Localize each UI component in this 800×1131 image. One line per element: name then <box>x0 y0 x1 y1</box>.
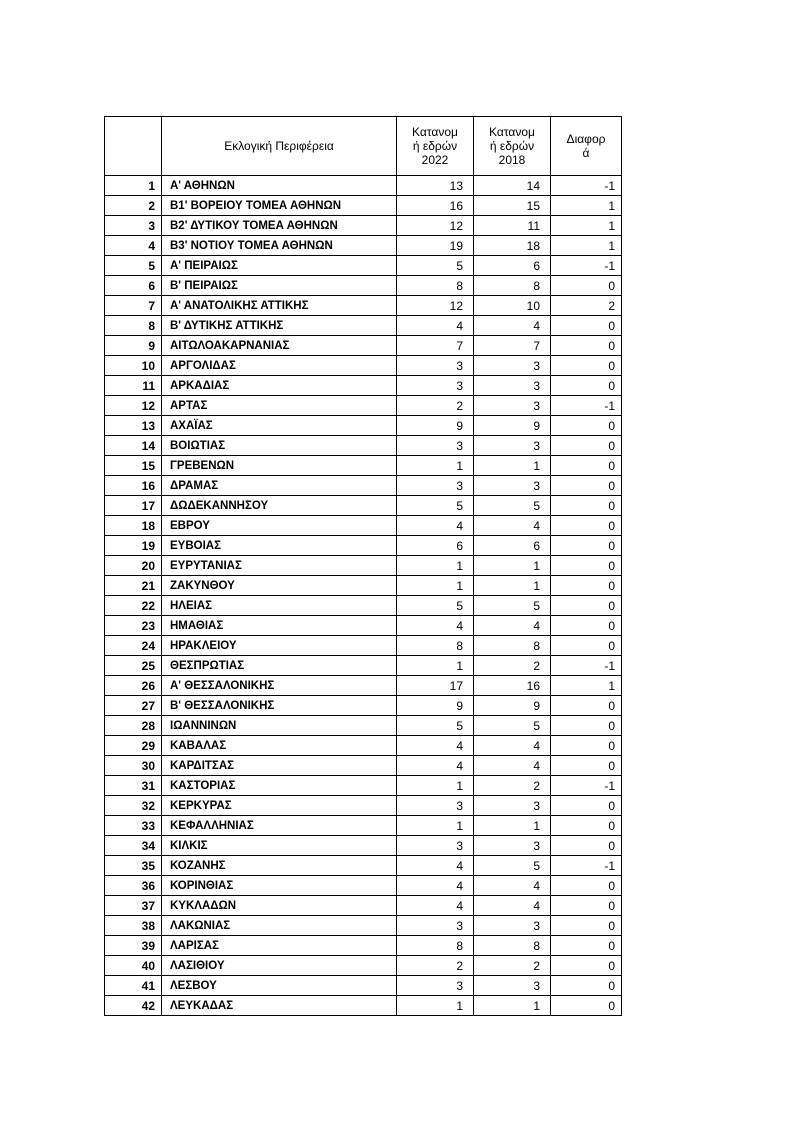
table-row <box>105 656 622 676</box>
row-seats-2022: 12 <box>397 296 474 316</box>
row-number: 9 <box>105 336 162 356</box>
table-row <box>105 376 622 396</box>
row-region-name: ΚΟΖΑΝΗΣ <box>162 856 397 876</box>
row-difference: 0 <box>551 756 622 776</box>
header-row <box>105 117 622 176</box>
row-region-name: ΚΕΦΑΛΛΗΝΙΑΣ <box>162 816 397 836</box>
row-region-name: ΗΡΑΚΛΕΙΟΥ <box>162 636 397 656</box>
row-region-name: ΚΙΛΚΙΣ <box>162 836 397 856</box>
row-seats-2022: 3 <box>397 836 474 856</box>
row-difference: 0 <box>551 956 622 976</box>
row-region-name: Β' ΘΕΣΣΑΛΟΝΙΚΗΣ <box>162 696 397 716</box>
row-difference: -1 <box>551 256 622 276</box>
row-region-name: ΓΡΕΒΕΝΩΝ <box>162 456 397 476</box>
row-seats-2018: 3 <box>474 796 551 816</box>
row-number: 29 <box>105 736 162 756</box>
row-difference: -1 <box>551 856 622 876</box>
row-region-name: ΚΑΣΤΟΡΙΑΣ <box>162 776 397 796</box>
table-row <box>105 836 622 856</box>
row-number: 21 <box>105 576 162 596</box>
row-seats-2018: 11 <box>474 216 551 236</box>
row-seats-2022: 8 <box>397 636 474 656</box>
row-difference: -1 <box>551 656 622 676</box>
row-number: 25 <box>105 656 162 676</box>
row-seats-2018: 3 <box>474 396 551 416</box>
row-region-name: ΚΑΒΑΛΑΣ <box>162 736 397 756</box>
row-difference: 0 <box>551 836 622 856</box>
row-number: 24 <box>105 636 162 656</box>
row-seats-2022: 1 <box>397 996 474 1016</box>
row-region-name: ΛΑΚΩΝΙΑΣ <box>162 916 397 936</box>
row-region-name: ΘΕΣΠΡΩΤΙΑΣ <box>162 656 397 676</box>
table-row <box>105 816 622 836</box>
table-row <box>105 216 622 236</box>
table-row <box>105 436 622 456</box>
row-region-name: ΑΧΑΪΑΣ <box>162 416 397 436</box>
table-row <box>105 176 622 196</box>
table-row <box>105 196 622 216</box>
header-number <box>105 117 162 176</box>
table-body <box>105 176 622 1016</box>
header-seats-2022-line3: 2022 <box>421 153 449 167</box>
row-seats-2018: 5 <box>474 716 551 736</box>
row-difference: 0 <box>551 716 622 736</box>
row-difference: 0 <box>551 736 622 756</box>
table-row <box>105 356 622 376</box>
row-difference: 1 <box>551 196 622 216</box>
row-region-name: Β1' ΒΟΡΕΙΟΥ ΤΟΜΕΑ ΑΘΗΝΩΝ <box>162 196 397 216</box>
row-seats-2018: 1 <box>474 456 551 476</box>
header-seats-2022-line1: Κατανομ <box>412 125 458 139</box>
table-row <box>105 336 622 356</box>
table-row <box>105 316 622 336</box>
table-row <box>105 896 622 916</box>
row-seats-2018: 4 <box>474 316 551 336</box>
row-seats-2018: 2 <box>474 656 551 676</box>
row-seats-2018: 8 <box>474 276 551 296</box>
row-difference: 0 <box>551 936 622 956</box>
row-seats-2018: 3 <box>474 976 551 996</box>
table-row <box>105 476 622 496</box>
table-row <box>105 556 622 576</box>
table-row <box>105 916 622 936</box>
row-region-name: ΛΕΥΚΑΔΑΣ <box>162 996 397 1016</box>
row-seats-2018: 4 <box>474 896 551 916</box>
row-seats-2022: 1 <box>397 576 474 596</box>
row-number: 19 <box>105 536 162 556</box>
row-difference: 2 <box>551 296 622 316</box>
table-row <box>105 676 622 696</box>
header-difference-line2: ά <box>582 146 590 160</box>
table-row <box>105 636 622 656</box>
header-seats-2018-line2: ή εδρών <box>489 139 535 153</box>
row-seats-2022: 4 <box>397 856 474 876</box>
table-row <box>105 576 622 596</box>
row-seats-2022: 5 <box>397 716 474 736</box>
row-region-name: ΙΩΑΝΝΙΝΩΝ <box>162 716 397 736</box>
row-number: 11 <box>105 376 162 396</box>
row-seats-2022: 1 <box>397 556 474 576</box>
row-difference: -1 <box>551 396 622 416</box>
row-number: 42 <box>105 996 162 1016</box>
row-seats-2022: 8 <box>397 276 474 296</box>
row-region-name: ΛΑΡΙΣΑΣ <box>162 936 397 956</box>
table-row <box>105 696 622 716</box>
row-seats-2018: 3 <box>474 376 551 396</box>
table-row <box>105 256 622 276</box>
row-region-name: ΗΜΑΘΙΑΣ <box>162 616 397 636</box>
header-seats-2022-line2: ή εδρών <box>412 139 458 153</box>
row-number: 31 <box>105 776 162 796</box>
row-seats-2018: 2 <box>474 776 551 796</box>
table-row <box>105 616 622 636</box>
row-seats-2022: 8 <box>397 936 474 956</box>
row-seats-2018: 1 <box>474 996 551 1016</box>
row-seats-2022: 4 <box>397 756 474 776</box>
table-row <box>105 236 622 256</box>
row-region-name: ΚΥΚΛΑΔΩΝ <box>162 896 397 916</box>
row-number: 32 <box>105 796 162 816</box>
row-seats-2022: 4 <box>397 876 474 896</box>
row-seats-2018: 1 <box>474 556 551 576</box>
row-seats-2022: 6 <box>397 536 474 556</box>
row-seats-2022: 12 <box>397 216 474 236</box>
row-seats-2022: 1 <box>397 456 474 476</box>
row-seats-2022: 4 <box>397 516 474 536</box>
row-seats-2022: 1 <box>397 816 474 836</box>
table-row <box>105 596 622 616</box>
table-row <box>105 716 622 736</box>
row-difference: 0 <box>551 496 622 516</box>
row-difference: 0 <box>551 416 622 436</box>
row-region-name: ΖΑΚΥΝΘΟΥ <box>162 576 397 596</box>
row-difference: 0 <box>551 436 622 456</box>
table-row <box>105 976 622 996</box>
table-row <box>105 736 622 756</box>
row-number: 5 <box>105 256 162 276</box>
row-difference: 0 <box>551 996 622 1016</box>
table-row <box>105 756 622 776</box>
row-region-name: ΛΕΣΒΟΥ <box>162 976 397 996</box>
table-row <box>105 396 622 416</box>
table-row <box>105 296 622 316</box>
row-difference: 1 <box>551 216 622 236</box>
row-seats-2022: 3 <box>397 476 474 496</box>
row-number: 34 <box>105 836 162 856</box>
row-number: 37 <box>105 896 162 916</box>
row-difference: 0 <box>551 916 622 936</box>
row-seats-2018: 3 <box>474 436 551 456</box>
row-seats-2018: 4 <box>474 736 551 756</box>
row-number: 20 <box>105 556 162 576</box>
row-seats-2022: 17 <box>397 676 474 696</box>
header-seats-2018-line1: Κατανομ <box>489 125 535 139</box>
row-number: 41 <box>105 976 162 996</box>
table-row <box>105 956 622 976</box>
row-seats-2022: 9 <box>397 416 474 436</box>
seat-allocation-table <box>104 116 622 1016</box>
row-seats-2022: 19 <box>397 236 474 256</box>
row-number: 2 <box>105 196 162 216</box>
row-region-name: ΕΥΒΟΙΑΣ <box>162 536 397 556</box>
row-seats-2022: 2 <box>397 396 474 416</box>
row-number: 27 <box>105 696 162 716</box>
row-region-name: ΚΑΡΔΙΤΣΑΣ <box>162 756 397 776</box>
row-seats-2018: 7 <box>474 336 551 356</box>
row-seats-2018: 1 <box>474 816 551 836</box>
row-seats-2022: 9 <box>397 696 474 716</box>
row-difference: 1 <box>551 236 622 256</box>
row-seats-2018: 1 <box>474 576 551 596</box>
header-seats-2022 <box>397 117 474 176</box>
row-seats-2018: 2 <box>474 956 551 976</box>
row-seats-2022: 3 <box>397 356 474 376</box>
row-number: 16 <box>105 476 162 496</box>
row-difference: 0 <box>551 556 622 576</box>
row-seats-2022: 4 <box>397 736 474 756</box>
row-region-name: ΑΙΤΩΛΟΑΚΑΡΝΑΝΙΑΣ <box>162 336 397 356</box>
row-region-name: ΔΩΔΕΚΑΝΝΗΣΟΥ <box>162 496 397 516</box>
row-difference: -1 <box>551 776 622 796</box>
row-region-name: Β' ΠΕΙΡΑΙΩΣ <box>162 276 397 296</box>
row-region-name: ΗΛΕΙΑΣ <box>162 596 397 616</box>
row-number: 15 <box>105 456 162 476</box>
row-region-name: ΔΡΑΜΑΣ <box>162 476 397 496</box>
row-region-name: Β' ΔΥΤΙΚΗΣ ΑΤΤΙΚΗΣ <box>162 316 397 336</box>
row-seats-2022: 3 <box>397 796 474 816</box>
row-number: 35 <box>105 856 162 876</box>
row-number: 23 <box>105 616 162 636</box>
row-seats-2018: 10 <box>474 296 551 316</box>
row-seats-2018: 18 <box>474 236 551 256</box>
row-region-name: Α' ΠΕΙΡΑΙΩΣ <box>162 256 397 276</box>
row-seats-2018: 15 <box>474 196 551 216</box>
table-row <box>105 856 622 876</box>
row-number: 39 <box>105 936 162 956</box>
row-seats-2018: 5 <box>474 596 551 616</box>
row-number: 4 <box>105 236 162 256</box>
row-number: 1 <box>105 176 162 196</box>
row-difference: -1 <box>551 176 622 196</box>
table-row <box>105 516 622 536</box>
table-row <box>105 416 622 436</box>
row-difference: 0 <box>551 796 622 816</box>
header-difference-line1: Διαφορ <box>566 132 606 146</box>
row-difference: 0 <box>551 576 622 596</box>
row-seats-2022: 4 <box>397 316 474 336</box>
row-region-name: Β2' ΔΥΤΙΚΟΥ ΤΟΜΕΑ ΑΘΗΝΩΝ <box>162 216 397 236</box>
row-region-name: Α' ΘΕΣΣΑΛΟΝΙΚΗΣ <box>162 676 397 696</box>
table-row <box>105 496 622 516</box>
row-region-name: ΕΒΡΟΥ <box>162 516 397 536</box>
row-region-name: Β3' ΝΟΤΙΟΥ ΤΟΜΕΑ ΑΘΗΝΩΝ <box>162 236 397 256</box>
row-region-name: ΑΡΤΑΣ <box>162 396 397 416</box>
row-number: 6 <box>105 276 162 296</box>
row-seats-2018: 5 <box>474 856 551 876</box>
table-row <box>105 936 622 956</box>
row-seats-2018: 9 <box>474 416 551 436</box>
table-row <box>105 536 622 556</box>
row-number: 30 <box>105 756 162 776</box>
row-number: 22 <box>105 596 162 616</box>
row-number: 28 <box>105 716 162 736</box>
row-seats-2018: 4 <box>474 616 551 636</box>
row-difference: 0 <box>551 476 622 496</box>
row-region-name: ΕΥΡΥΤΑΝΙΑΣ <box>162 556 397 576</box>
row-seats-2018: 16 <box>474 676 551 696</box>
row-number: 14 <box>105 436 162 456</box>
header-difference <box>551 117 622 176</box>
row-seats-2018: 3 <box>474 916 551 936</box>
row-number: 18 <box>105 516 162 536</box>
row-seats-2018: 3 <box>474 836 551 856</box>
row-number: 36 <box>105 876 162 896</box>
row-seats-2018: 8 <box>474 636 551 656</box>
row-seats-2018: 4 <box>474 516 551 536</box>
row-seats-2018: 6 <box>474 536 551 556</box>
row-region-name: ΑΡΚΑΔΙΑΣ <box>162 376 397 396</box>
row-seats-2022: 4 <box>397 616 474 636</box>
row-seats-2022: 3 <box>397 976 474 996</box>
row-seats-2018: 5 <box>474 496 551 516</box>
row-number: 3 <box>105 216 162 236</box>
row-number: 12 <box>105 396 162 416</box>
row-difference: 0 <box>551 976 622 996</box>
row-difference: 0 <box>551 696 622 716</box>
row-region-name: ΑΡΓΟΛΙΔΑΣ <box>162 356 397 376</box>
row-region-name: ΚΟΡΙΝΘΙΑΣ <box>162 876 397 896</box>
row-seats-2022: 3 <box>397 376 474 396</box>
row-number: 13 <box>105 416 162 436</box>
row-seats-2018: 9 <box>474 696 551 716</box>
row-number: 33 <box>105 816 162 836</box>
row-difference: 0 <box>551 316 622 336</box>
row-region-name: Α' ΑΘΗΝΩΝ <box>162 176 397 196</box>
row-region-name: Α' ΑΝΑΤΟΛΙΚΗΣ ΑΤΤΙΚΗΣ <box>162 296 397 316</box>
row-number: 10 <box>105 356 162 376</box>
row-difference: 0 <box>551 336 622 356</box>
row-difference: 0 <box>551 896 622 916</box>
row-seats-2018: 3 <box>474 356 551 376</box>
header-region: Εκλογική Περιφέρεια <box>162 117 397 176</box>
row-difference: 0 <box>551 636 622 656</box>
header-seats-2018 <box>474 117 551 176</box>
row-seats-2022: 3 <box>397 436 474 456</box>
row-seats-2022: 5 <box>397 256 474 276</box>
table-row <box>105 996 622 1016</box>
table-row <box>105 876 622 896</box>
row-region-name: ΛΑΣΙΘΙΟΥ <box>162 956 397 976</box>
row-number: 7 <box>105 296 162 316</box>
row-seats-2022: 1 <box>397 656 474 676</box>
row-difference: 0 <box>551 616 622 636</box>
row-number: 40 <box>105 956 162 976</box>
table-row <box>105 456 622 476</box>
row-seats-2022: 13 <box>397 176 474 196</box>
row-seats-2018: 4 <box>474 876 551 896</box>
row-difference: 0 <box>551 356 622 376</box>
row-difference: 0 <box>551 816 622 836</box>
row-seats-2018: 8 <box>474 936 551 956</box>
row-number: 38 <box>105 916 162 936</box>
row-seats-2018: 4 <box>474 756 551 776</box>
row-difference: 0 <box>551 596 622 616</box>
row-difference: 0 <box>551 456 622 476</box>
row-seats-2018: 3 <box>474 476 551 496</box>
row-seats-2018: 14 <box>474 176 551 196</box>
row-seats-2022: 5 <box>397 496 474 516</box>
row-seats-2022: 3 <box>397 916 474 936</box>
row-region-name: ΚΕΡΚΥΡΑΣ <box>162 796 397 816</box>
header-seats-2018-line3: 2018 <box>498 153 526 167</box>
row-difference: 0 <box>551 876 622 896</box>
row-number: 26 <box>105 676 162 696</box>
row-number: 17 <box>105 496 162 516</box>
row-seats-2022: 4 <box>397 896 474 916</box>
row-region-name: ΒΟΙΩΤΙΑΣ <box>162 436 397 456</box>
row-seats-2022: 16 <box>397 196 474 216</box>
row-seats-2022: 2 <box>397 956 474 976</box>
row-seats-2022: 1 <box>397 776 474 796</box>
row-seats-2022: 5 <box>397 596 474 616</box>
row-difference: 0 <box>551 276 622 296</box>
table-row <box>105 776 622 796</box>
table-row <box>105 276 622 296</box>
row-seats-2018: 6 <box>474 256 551 276</box>
row-seats-2022: 7 <box>397 336 474 356</box>
row-number: 8 <box>105 316 162 336</box>
table-row <box>105 796 622 816</box>
row-difference: 1 <box>551 676 622 696</box>
row-difference: 0 <box>551 376 622 396</box>
row-difference: 0 <box>551 536 622 556</box>
row-difference: 0 <box>551 516 622 536</box>
